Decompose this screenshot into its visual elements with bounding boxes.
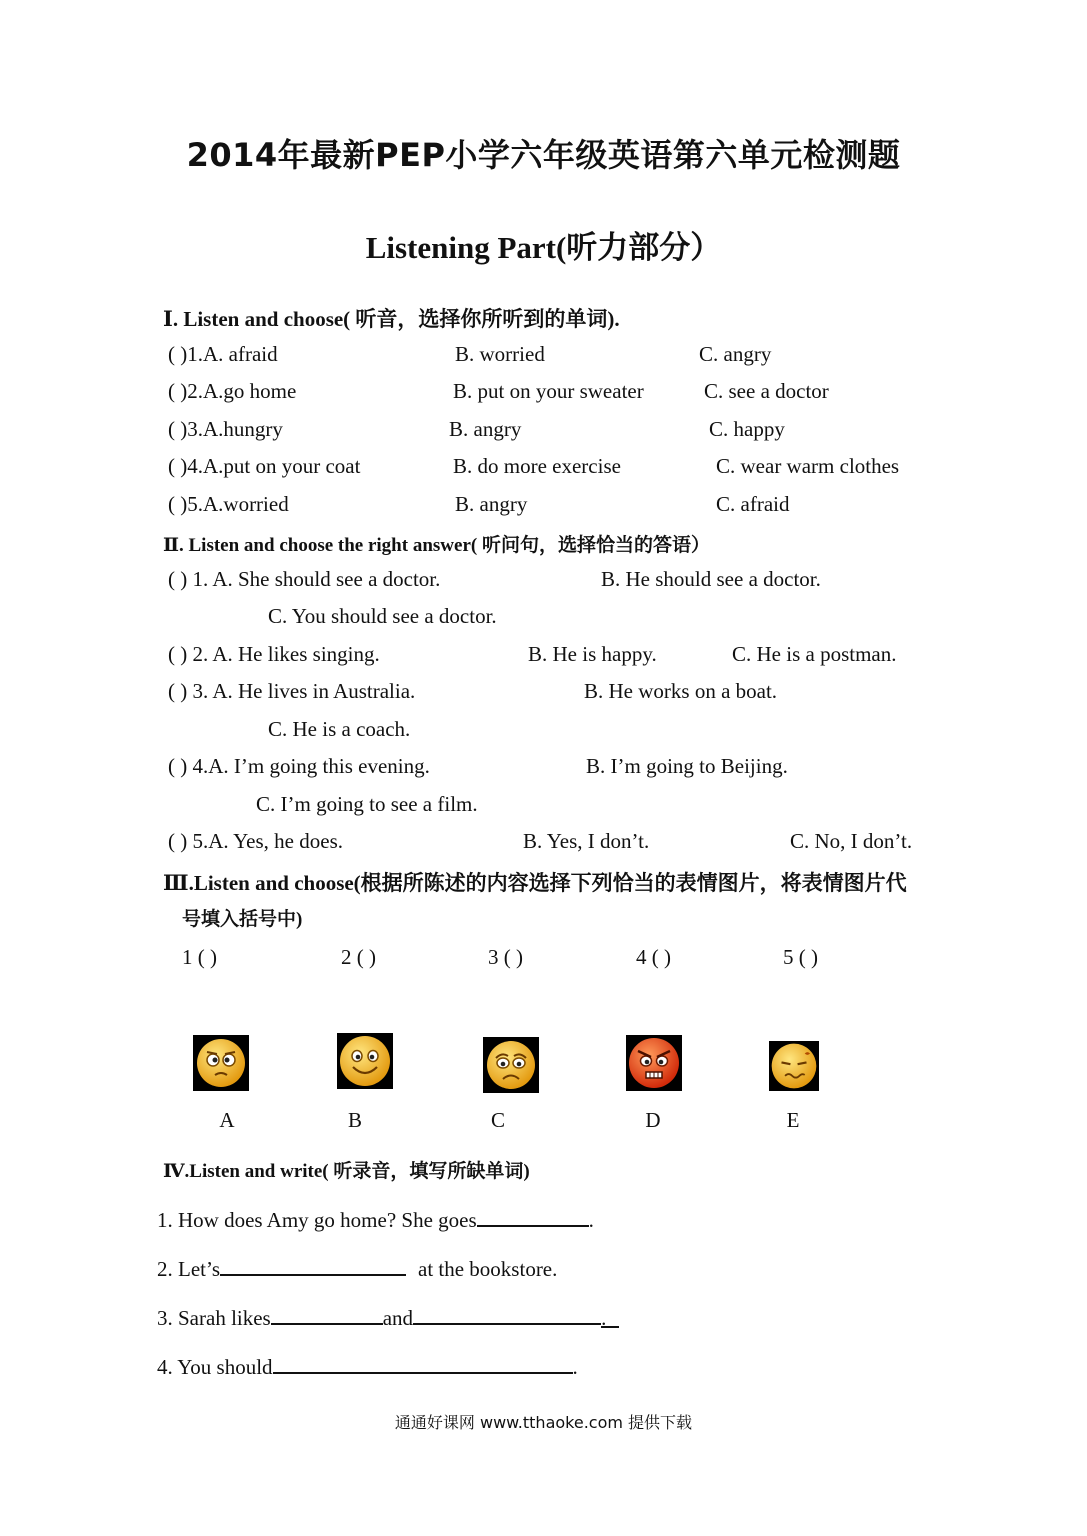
- s1-item3-c: C. happy: [709, 417, 785, 441]
- section2-heading: Ⅱ. Listen and choose the right answer( 听问句，选择恰当的答语）: [163, 535, 710, 556]
- s1-item4-a: ( )4.A.put on your coat: [168, 454, 361, 478]
- s3-blank-2: 2 ( ): [341, 945, 376, 969]
- s2-item4-c: C. I’m going to see a film.: [256, 792, 478, 816]
- s4-q3-blank-1[interactable]: [271, 1303, 383, 1325]
- s4-q1-blank[interactable]: [477, 1205, 589, 1227]
- s2-item2-c: C. He is a postman.: [732, 642, 897, 666]
- face-label-c: C: [490, 1108, 505, 1132]
- s1-item4-c: C. wear warm clothes: [716, 454, 900, 478]
- s1-item5-c: C. afraid: [716, 492, 790, 516]
- s2-item3-c: C. He is a coach.: [268, 717, 411, 741]
- angry-face-icon: [626, 1035, 682, 1091]
- face-label-b: B: [347, 1108, 362, 1132]
- s1-item1-a: ( )1.A. afraid: [168, 342, 278, 366]
- surprised-face-icon: [193, 1035, 249, 1091]
- s2-item1-c: C. You should see a doctor.: [268, 604, 497, 628]
- page-subtitle: Listening Part(听力部分）: [365, 230, 722, 265]
- s4-q4-end: .: [572, 1355, 578, 1379]
- face-label-a: A: [219, 1108, 235, 1132]
- s4-q3-end: .: [601, 1306, 619, 1328]
- s2-item5-a: ( ) 5.A. Yes, he does.: [168, 829, 343, 853]
- s4-q1-end: .: [588, 1208, 594, 1232]
- s4-q4-blank[interactable]: [273, 1352, 573, 1374]
- s4-q3-and: and: [382, 1306, 414, 1330]
- face-label-d: D: [645, 1108, 661, 1132]
- s1-item2-b: B. put on your sweater: [453, 379, 644, 403]
- s2-item5-b: B. Yes, I don’t.: [523, 829, 650, 853]
- s2-item3-b: B. He works on a boat.: [584, 679, 778, 703]
- s2-item1-a: ( ) 1. A. She should see a doctor.: [168, 567, 441, 591]
- s3-blank-3: 3 ( ): [488, 945, 523, 969]
- s1-item3-b: B. angry: [449, 417, 522, 441]
- s4-q2-blank[interactable]: [220, 1254, 406, 1276]
- worried-face-icon: [483, 1037, 539, 1093]
- s1-item5-a: ( )5.A.worried: [168, 492, 289, 516]
- s3-blank-4: 4 ( ): [636, 945, 671, 969]
- s2-item2-b: B. He is happy.: [528, 642, 657, 666]
- s2-item2-a: ( ) 2. A. He likes singing.: [168, 642, 380, 666]
- s1-item1-c: C. angry: [699, 342, 772, 366]
- section3-heading-line1: Ⅲ.Listen and choose(根据所陈述的内容选择下列恰当的表情图片，将表情图片代: [163, 871, 907, 895]
- face-label-e: E: [786, 1108, 800, 1132]
- sick-face-icon: [769, 1041, 819, 1091]
- s4-q3-text: 3. Sarah likes: [157, 1306, 271, 1330]
- s1-item2-c: C. see a doctor: [704, 379, 829, 403]
- s4-question-4: [157, 1352, 578, 1380]
- s1-item5-b: B. angry: [455, 492, 528, 516]
- s4-q2-end: at the bookstore.: [418, 1257, 558, 1281]
- page-title: 2014年最新PEP小学六年级英语第六单元检测题: [186, 136, 901, 174]
- section3-heading-line2: 号填入括号中): [182, 909, 303, 930]
- s4-q2-text: 2. Let’s: [157, 1257, 220, 1281]
- footer-source: 通通好课网 www.tthaoke.com 提供下载: [394, 1413, 693, 1432]
- s4-question-3: [157, 1303, 619, 1331]
- section4-heading: Ⅳ.Listen and write( 听录音，填写所缺单词): [163, 1161, 530, 1182]
- s2-item3-a: ( ) 3. A. He lives in Australia.: [168, 679, 416, 703]
- s1-item3-a: ( )3.A.hungry: [168, 417, 283, 441]
- s1-item1-b: B. worried: [455, 342, 545, 366]
- s3-blank-1: 1 ( ): [182, 945, 217, 969]
- s2-item5-c: C. No, I don’t.: [790, 829, 913, 853]
- s2-item4-b: B. I’m going to Beijing.: [586, 754, 788, 778]
- s4-q1-text: 1. How does Amy go home? She goes: [157, 1208, 477, 1232]
- section1-heading: Ⅰ. Listen and choose( 听音，选择你所听到的单词).: [163, 307, 620, 331]
- s2-item1-b: B. He should see a doctor.: [601, 567, 821, 591]
- s4-question-1: [157, 1205, 594, 1233]
- s4-question-2: [157, 1254, 557, 1282]
- s1-item4-b: B. do more exercise: [453, 454, 621, 478]
- s4-q4-text: 4. You should: [157, 1355, 273, 1379]
- smiling-face-icon: [337, 1033, 393, 1089]
- s1-item2-a: ( )2.A.go home: [168, 379, 297, 403]
- s4-q3-blank-2[interactable]: [413, 1303, 601, 1325]
- s2-item4-a: ( ) 4.A. I’m going this evening.: [168, 754, 430, 778]
- s3-blank-5: 5 ( ): [783, 945, 818, 969]
